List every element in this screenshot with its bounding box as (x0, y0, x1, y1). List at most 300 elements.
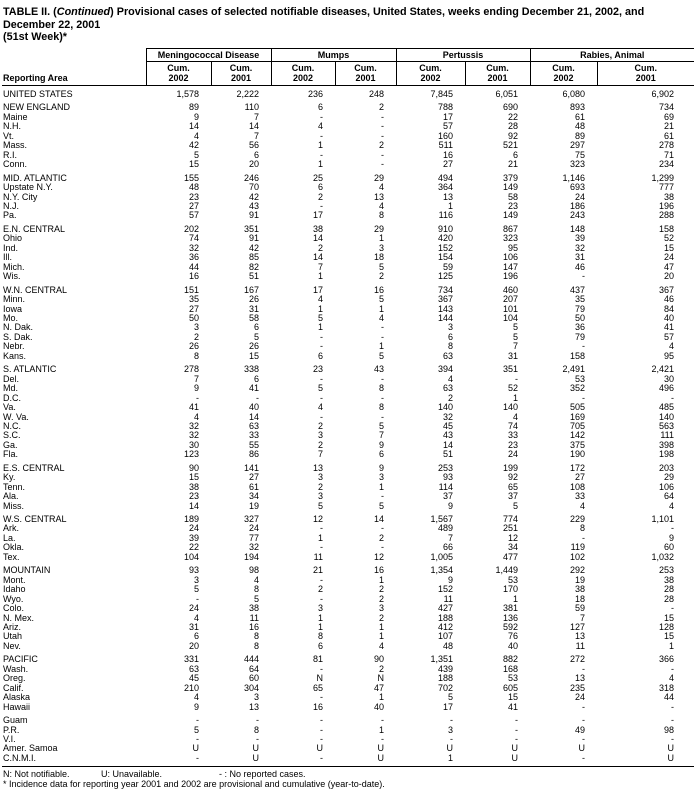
table-row (2, 375, 694, 384)
value-cell: - (582, 752, 586, 763)
value-cell: 32 (443, 411, 454, 422)
value-cell: 95 (664, 350, 675, 361)
reporting-area-cell: Ohio (3, 233, 23, 244)
value-cell: 106 (502, 252, 519, 263)
value-cell: 79 (575, 331, 586, 342)
value-cell: 394 (437, 364, 454, 375)
reporting-area-cell: Pa. (3, 210, 17, 221)
value-cell: 98 (664, 724, 675, 735)
value-cell: 243 (569, 210, 586, 221)
value-cell: - (256, 392, 260, 403)
value-cell: 38 (313, 223, 324, 234)
table-row (2, 726, 694, 735)
value-cell: 4 (193, 411, 199, 422)
table-row (2, 333, 694, 342)
value-cell: 48 (443, 640, 454, 651)
reporting-area-cell: D.C. (3, 392, 21, 403)
value-cell: - (671, 603, 675, 614)
value-cell: 16 (249, 622, 260, 633)
value-cell: 292 (569, 565, 586, 576)
value-cell: 108 (569, 481, 586, 492)
value-cell: 29 (664, 472, 675, 483)
value-cell: 26 (249, 294, 260, 305)
value-cell: 12 (508, 532, 519, 543)
value-cell: 46 (575, 261, 586, 272)
value-cell: 521 (502, 140, 519, 151)
reporting-area-cell: E.N. CENTRAL (3, 223, 66, 234)
value-cell: - (320, 200, 324, 211)
value-cell: 24 (188, 603, 199, 614)
value-cell: 32 (188, 242, 199, 253)
value-cell: 702 (437, 682, 454, 693)
value-cell: 1 (318, 140, 324, 151)
table-row (2, 735, 694, 744)
value-cell: 9 (379, 462, 385, 473)
table-row (2, 342, 694, 351)
value-cell: - (320, 111, 324, 122)
reporting-area-cell: Nev. (3, 640, 21, 651)
table-row (2, 665, 694, 674)
value-cell: 23 (508, 200, 519, 211)
value-cell: U (511, 752, 519, 763)
value-cell: 8 (318, 631, 324, 642)
title-continued: Continued (56, 6, 111, 18)
value-cell: U (192, 743, 199, 754)
value-cell: 189 (183, 514, 199, 525)
reporting-area-cell: Guam (3, 715, 28, 726)
value-cell: 125 (437, 271, 454, 282)
value-cell: 95 (508, 242, 519, 253)
value-cell: 42 (249, 242, 260, 253)
value-cell: 140 (437, 402, 454, 413)
value-cell: 41 (508, 701, 519, 712)
table-row (2, 86, 694, 100)
col-header-pert-2002: Cum. 2002 (396, 62, 465, 86)
value-cell: 1 (379, 303, 385, 314)
group-header-mumps: Mumps (271, 48, 396, 62)
value-cell: 234 (658, 159, 675, 170)
value-cell: - (515, 373, 519, 384)
table-row (2, 193, 694, 202)
value-cell: 13 (249, 701, 260, 712)
value-cell: 38 (188, 481, 199, 492)
group-header-rabies: Rabies, Animal (530, 48, 694, 62)
value-cell: 7 (193, 373, 199, 384)
value-cell: 4 (669, 500, 675, 511)
table-row (2, 202, 694, 211)
value-cell: 23 (188, 191, 199, 202)
table-row (2, 441, 694, 450)
value-cell: 7 (254, 130, 260, 141)
value-cell: 4 (669, 341, 675, 352)
value-cell: - (320, 752, 324, 763)
reporting-area-cell: Ky. (3, 472, 16, 483)
value-cell: 1 (318, 612, 324, 623)
value-cell: 375 (569, 439, 586, 450)
value-cell: 14 (249, 411, 260, 422)
value-cell: - (256, 715, 260, 726)
value-cell: 1,351 (430, 654, 454, 665)
value-cell: 16 (374, 284, 385, 295)
value-cell: 15 (508, 692, 519, 703)
value-cell: 84 (664, 303, 675, 314)
value-cell: 188 (437, 673, 454, 684)
value-cell: 57 (664, 331, 675, 342)
value-cell: 60 (664, 542, 675, 553)
value-cell: 40 (508, 640, 519, 651)
reporting-area-cell: W.S. CENTRAL (3, 514, 67, 525)
value-cell: 167 (243, 284, 260, 295)
value-cell: 8 (379, 210, 385, 221)
value-cell: 14 (188, 500, 199, 511)
value-cell: - (320, 392, 324, 403)
value-cell: 4 (193, 130, 199, 141)
value-cell: U (252, 743, 260, 754)
value-cell: 246 (243, 172, 260, 183)
value-cell: 11 (443, 593, 454, 604)
value-cell: 5 (193, 584, 199, 595)
value-cell: 16 (188, 271, 199, 282)
value-cell: 15 (188, 159, 199, 170)
value-cell: - (671, 701, 675, 712)
table-row (2, 754, 694, 763)
reporting-area-cell: Ala. (3, 491, 19, 502)
value-cell: 107 (437, 631, 454, 642)
value-cell: 21 (664, 121, 675, 132)
value-cell: - (320, 542, 324, 553)
value-cell: 154 (437, 252, 454, 263)
value-cell: 6 (254, 322, 260, 333)
value-cell: 444 (243, 654, 260, 665)
value-cell: 44 (664, 692, 675, 703)
value-cell: 2,491 (562, 364, 586, 375)
table-row (2, 595, 694, 604)
value-cell: 186 (569, 200, 586, 211)
value-cell: 20 (664, 271, 675, 282)
value-cell: 43 (374, 364, 385, 375)
reporting-area-cell: Mich. (3, 261, 25, 272)
value-cell: 272 (569, 654, 586, 665)
value-cell: 6 (318, 182, 324, 193)
value-cell: 338 (243, 364, 260, 375)
value-cell: - (381, 734, 385, 744)
value-cell: 13 (443, 191, 454, 202)
value-cell: 1 (318, 532, 324, 543)
value-cell: 2 (379, 532, 385, 543)
value-cell: 35 (575, 294, 586, 305)
value-cell: U (252, 752, 260, 763)
value-cell: 1 (379, 692, 385, 703)
table-body (2, 86, 694, 764)
value-cell: 23 (313, 364, 324, 375)
value-cell: 460 (502, 284, 519, 295)
value-cell: 5 (379, 500, 385, 511)
value-cell: 114 (438, 481, 454, 492)
value-cell: 119 (570, 542, 586, 553)
value-cell: 102 (569, 551, 586, 562)
value-cell: 4 (318, 294, 324, 305)
reporting-area-cell: Minn. (3, 294, 26, 305)
value-cell: 210 (183, 682, 199, 693)
value-cell: 3 (254, 692, 260, 703)
value-cell: 18 (374, 252, 385, 263)
value-cell: 1 (669, 640, 675, 651)
reporting-area-cell: Ga. (3, 439, 18, 450)
notifiable-diseases-table (2, 48, 694, 764)
value-cell: - (450, 715, 454, 726)
reporting-area-cell: MOUNTAIN (3, 565, 51, 576)
value-cell: 6,080 (562, 89, 586, 99)
value-cell: - (196, 593, 199, 604)
value-cell: - (320, 523, 324, 534)
value-cell: U (377, 752, 385, 763)
value-cell: 6 (254, 149, 260, 160)
value-cell: 1,299 (651, 172, 675, 183)
value-cell: 1 (448, 752, 454, 763)
value-cell: 278 (658, 140, 675, 151)
value-cell: 477 (502, 551, 519, 562)
value-cell: 66 (443, 542, 454, 553)
value-cell: - (320, 692, 324, 703)
value-cell: 196 (502, 271, 519, 282)
reporting-area-cell: Iowa (3, 303, 23, 314)
reporting-area-cell: Miss. (3, 500, 24, 511)
value-cell: - (320, 715, 324, 726)
value-cell: - (582, 392, 586, 403)
value-cell: 3 (448, 724, 454, 735)
value-cell: 5 (254, 593, 260, 604)
value-cell: - (381, 392, 385, 403)
value-cell: 190 (569, 449, 586, 460)
value-cell: 47 (374, 682, 385, 693)
title-main: ) Provisional cases of selected notifiable diseases, United States, weeks ending December 21, 2002, and December 22, 2001 (3, 6, 645, 31)
value-cell: 82 (249, 261, 260, 272)
value-cell: 1 (318, 622, 324, 633)
col-header-pert-2001: Cum. 2001 (465, 62, 530, 86)
value-cell: 207 (502, 294, 519, 305)
value-cell: 5 (318, 500, 324, 511)
value-cell: 7,845 (430, 89, 454, 99)
value-cell: 24 (249, 523, 260, 534)
value-cell: 427 (437, 603, 454, 614)
value-cell: 27 (188, 200, 199, 211)
value-cell: 70 (249, 182, 260, 193)
value-cell: 3 (379, 603, 385, 614)
reporting-area-cell: P.R. (3, 724, 20, 735)
value-cell: 7 (379, 430, 385, 441)
value-cell: 106 (658, 481, 675, 492)
value-cell: 4 (193, 612, 199, 623)
value-cell: 366 (658, 654, 675, 665)
value-cell: 51 (249, 271, 260, 282)
table-row (2, 113, 694, 122)
value-cell: 59 (575, 603, 586, 614)
value-cell: 8 (379, 383, 385, 394)
value-cell: 893 (569, 102, 586, 113)
value-cell: 364 (437, 182, 454, 193)
value-cell: 18 (575, 593, 586, 604)
value-cell: 1,578 (176, 89, 199, 99)
reporting-area-cell: Wis. (3, 271, 21, 282)
group-header-pertussis: Pertussis (396, 48, 530, 62)
value-cell: 4 (379, 200, 385, 211)
value-cell: 1 (379, 341, 385, 352)
value-cell: 71 (664, 149, 675, 160)
value-cell: 14 (249, 121, 260, 132)
value-cell: 788 (437, 102, 454, 113)
value-cell: 90 (374, 654, 385, 665)
title-week: (51st Week)* (3, 31, 68, 43)
value-cell: 24 (575, 692, 586, 703)
reporting-area-cell: Tex. (3, 551, 20, 562)
value-cell: 141 (243, 462, 260, 473)
reporting-area-cell: Tenn. (3, 481, 26, 492)
value-cell: 304 (243, 682, 260, 693)
reporting-area-cell: Vt. (3, 130, 15, 141)
value-cell: 1,032 (651, 551, 675, 562)
value-cell: - (320, 331, 324, 342)
value-cell: 52 (664, 233, 675, 244)
value-cell: 65 (508, 481, 519, 492)
reporting-area-cell: Alaska (3, 692, 31, 703)
value-cell: 27 (249, 472, 260, 483)
value-cell: 15 (188, 472, 199, 483)
table-title (3, 6, 694, 44)
value-cell: 19 (249, 500, 260, 511)
reporting-area-cell: S. ATLANTIC (3, 364, 57, 375)
reporting-area-cell: R.I. (3, 149, 18, 160)
value-cell: 1,146 (562, 172, 586, 183)
value-cell: 49 (575, 724, 586, 735)
value-cell: 25 (313, 172, 324, 183)
value-cell: 5 (513, 322, 519, 333)
table-row (2, 211, 694, 220)
value-cell: 116 (438, 210, 454, 221)
value-cell: 8 (254, 631, 260, 642)
value-cell: - (320, 149, 324, 160)
value-cell: 143 (437, 303, 454, 314)
value-cell: 1 (513, 392, 519, 403)
value-cell: 53 (508, 574, 519, 585)
value-cell: 6 (318, 102, 324, 113)
value-cell: 690 (502, 102, 519, 113)
value-cell: 22 (508, 111, 519, 122)
value-cell: 16 (313, 701, 324, 712)
value-cell: 1,449 (495, 565, 519, 576)
col-header-rabies-2002: Cum. 2002 (530, 62, 597, 86)
reporting-area-cell: Ill. (3, 252, 12, 263)
value-cell: 44 (188, 261, 199, 272)
value-cell: 28 (664, 593, 675, 604)
value-cell: 35 (188, 294, 199, 305)
value-cell: 40 (374, 701, 385, 712)
value-cell: 52 (508, 383, 519, 394)
value-cell: 29 (374, 223, 385, 234)
footnote-incidence: * Incidence data for reporting year 2001 and 2002 are provisional and cumulative (year-to-date). (3, 779, 385, 790)
table-row (2, 460, 694, 473)
reporting-area-cell: Ark. (3, 523, 20, 534)
table-row (2, 492, 694, 501)
value-cell: 1,101 (651, 514, 675, 525)
value-cell: 32 (188, 430, 199, 441)
value-cell: 93 (188, 565, 199, 576)
value-cell: 58 (249, 312, 260, 323)
value-cell: 203 (658, 462, 675, 473)
value-cell: 7 (513, 341, 519, 352)
value-cell: - (381, 373, 385, 384)
value-cell: 734 (658, 102, 675, 113)
value-cell: 26 (188, 341, 199, 352)
value-cell: 867 (502, 223, 519, 234)
value-cell: 85 (249, 252, 260, 263)
value-cell: 90 (188, 462, 199, 473)
value-cell: 38 (664, 191, 675, 202)
value-cell: U (667, 752, 675, 763)
reporting-area-cell: Idaho (3, 584, 26, 595)
value-cell: 8 (254, 724, 260, 735)
value-cell: 1 (379, 631, 385, 642)
value-cell: 351 (243, 223, 260, 234)
value-cell: 323 (569, 159, 586, 170)
value-cell: 4 (193, 692, 199, 703)
reporting-area-cell: Calif. (3, 682, 24, 693)
value-cell: 9 (669, 532, 675, 543)
value-cell: 5 (193, 149, 199, 160)
table-row (2, 553, 694, 562)
value-cell: 152 (437, 242, 454, 253)
group-header-meningococcal: Meningococcal Disease (146, 48, 271, 62)
value-cell: 47 (664, 261, 675, 272)
value-cell: 8 (448, 341, 454, 352)
value-cell: - (196, 752, 199, 763)
table-row (2, 160, 694, 169)
reporting-area-cell: N.H. (3, 121, 21, 132)
value-cell: 17 (443, 111, 454, 122)
value-cell: 323 (502, 233, 519, 244)
value-cell: 199 (502, 462, 519, 473)
footnote-n: N: Not notifiable. (3, 769, 70, 780)
value-cell: 63 (188, 663, 199, 674)
value-cell: 30 (188, 439, 199, 450)
reporting-area-cell: NEW ENGLAND (3, 102, 71, 113)
reporting-area-cell: Hawaii (3, 701, 31, 712)
table-row (2, 132, 694, 141)
value-cell: U (667, 743, 675, 754)
value-cell: 160 (437, 130, 454, 141)
value-cell: 1 (318, 271, 324, 282)
value-cell: 278 (183, 364, 199, 375)
value-cell: 45 (443, 420, 454, 431)
value-cell: - (582, 734, 586, 744)
value-cell: 412 (437, 622, 454, 633)
value-cell: 2 (379, 271, 385, 282)
reporting-area-cell: C.N.M.I. (3, 752, 36, 763)
value-cell: 5 (448, 692, 454, 703)
value-cell: 48 (188, 182, 199, 193)
value-cell: 168 (502, 663, 519, 674)
value-cell: 9 (193, 383, 199, 394)
value-cell: 27 (443, 159, 454, 170)
value-cell: U (511, 743, 519, 754)
value-cell: 777 (658, 182, 675, 193)
reporting-area-cell: V.I. (3, 734, 16, 744)
value-cell: 63 (249, 420, 260, 431)
value-cell: 86 (249, 449, 260, 460)
table-row (2, 562, 694, 575)
value-cell: 26 (249, 341, 260, 352)
value-cell: 110 (244, 102, 260, 113)
value-cell: 5 (193, 724, 199, 735)
